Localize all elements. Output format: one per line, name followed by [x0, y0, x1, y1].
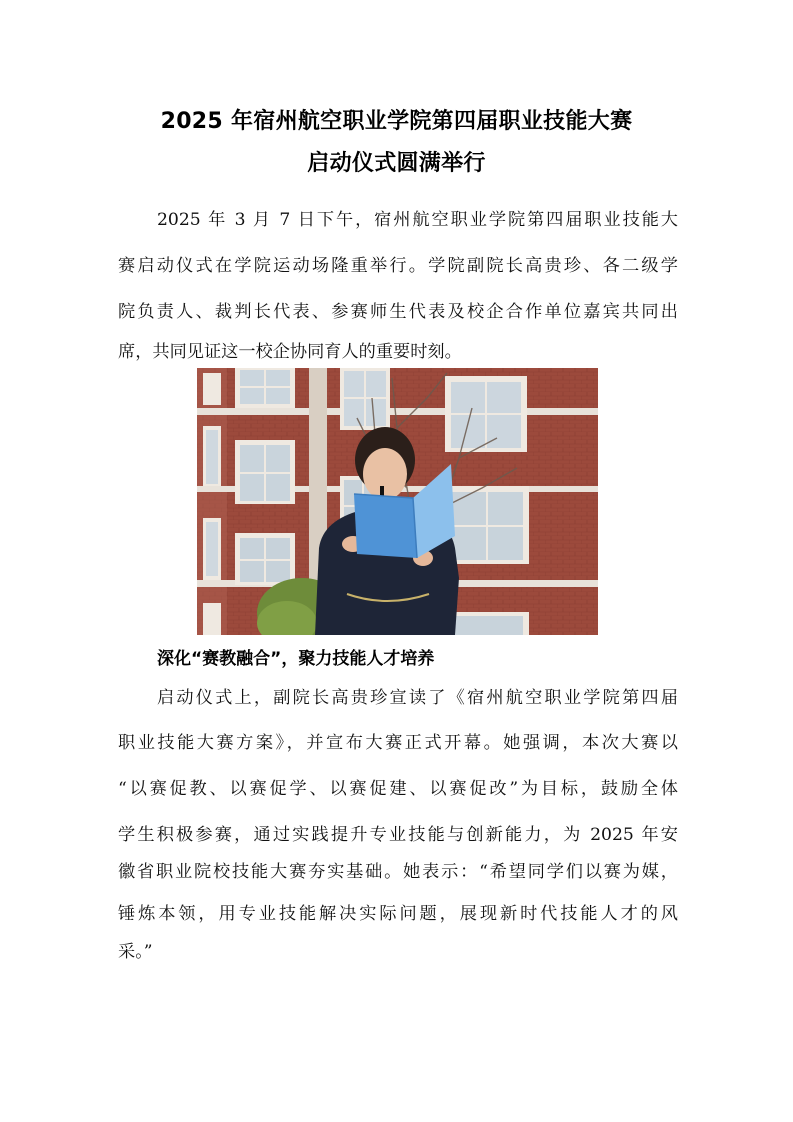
event-photo — [197, 368, 598, 635]
paragraph-2-line-1: 启动仪式上，副院长高贵珍宣读了《宿州航空职业学院第四届 — [157, 688, 678, 708]
title-line-2: 启动仪式圆满举行 — [307, 151, 486, 176]
paragraph-2-line-3: “以赛促教、以赛促学、以赛促建、以赛促改”为目标，鼓励全体 — [118, 779, 678, 799]
paragraph-2-line-4: 学生积极参赛，通过实践提升专业技能与创新能力，为 2025 年安 — [118, 825, 678, 845]
paragraph-2-line-2: 职业技能大赛方案》，并宣布大赛正式开幕。她强调，本次大赛以 — [118, 733, 678, 753]
title-line-1: 2025 年宿州航空职业学院第四届职业技能大赛 — [160, 109, 633, 134]
paragraph-1-line-2: 赛启动仪式在学院运动场隆重举行。学院副院长高贵珍、各二级学 — [118, 256, 678, 276]
paragraph-2-line-7: 采。” — [118, 942, 153, 962]
paragraph-1-line-3: 院负责人、裁判长代表、参赛师生代表及校企合作单位嘉宾共同出 — [118, 302, 678, 322]
paragraph-2-line-5: 徽省职业院校技能大赛夯实基础。她表示：“希望同学们以赛为媒， — [118, 862, 678, 882]
paragraph-2-line-6: 锤炼本领，用专业技能解决实际问题，展现新时代技能人才的风 — [118, 904, 678, 924]
paragraph-1-line-1: 2025 年 3 月 7 日下午，宿州航空职业学院第四届职业技能大 — [157, 210, 678, 230]
paragraph-1-line-4: 席，共同见证这一校企协同育人的重要时刻。 — [118, 342, 462, 362]
section-subheading: 深化“赛教融合”，聚力技能人才培养 — [157, 649, 435, 669]
